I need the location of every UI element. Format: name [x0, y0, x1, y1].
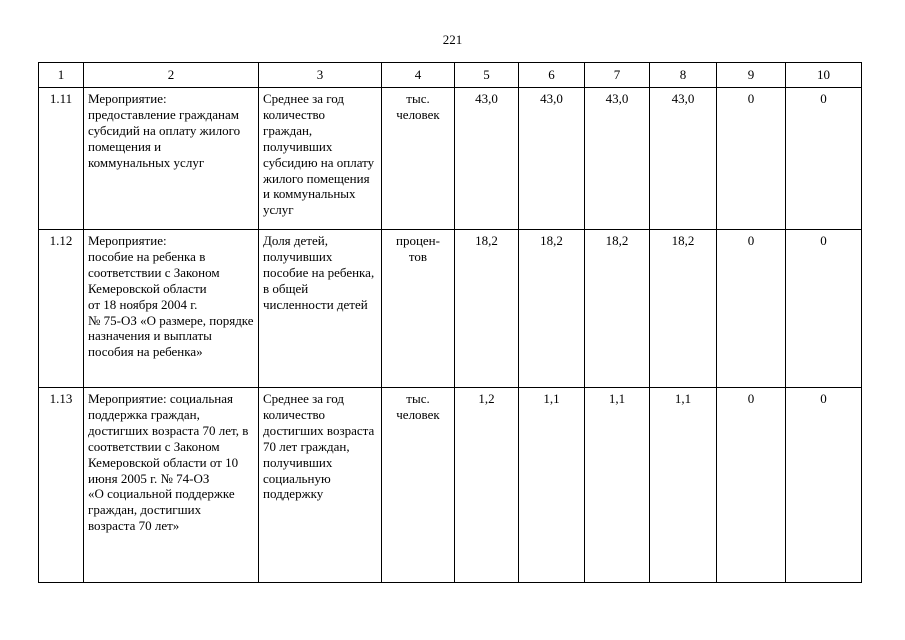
value-cell-6: 1,1: [519, 388, 585, 583]
value-cell-7: 43,0: [585, 88, 650, 230]
program-indicators-table: [38, 62, 862, 583]
header-cell-10: 10: [786, 63, 862, 88]
header-cell-2: 2: [84, 63, 259, 88]
indicator-cell: Среднее за год количество достигших возраста 70 лет граждан, получивших социальную поддержку: [259, 388, 382, 583]
value-cell-7: 1,1: [585, 388, 650, 583]
value-cell-10: 0: [786, 88, 862, 230]
header-cell-3: 3: [259, 63, 382, 88]
indicator-cell: Среднее за год количество граждан, получивших субсидию на оплату жилого помещения и коммунальных услуг: [259, 88, 382, 230]
value-cell-10: 0: [786, 388, 862, 583]
header-cell-7: 7: [585, 63, 650, 88]
activity-cell: Мероприятие: социальная поддержка граждан, достигших возраста 70 лет, в соответствии с Законом Кемеровской области от 10 июня 2005 г. № 74-ОЗ «О социальной поддержке граждан, достигших возраста 70 лет»: [84, 388, 259, 583]
value-cell-10: 0: [786, 230, 862, 388]
header-cell-8: 8: [650, 63, 717, 88]
value-cell-7: 18,2: [585, 230, 650, 388]
value-cell-8: 1,1: [650, 388, 717, 583]
value-cell-5: 18,2: [455, 230, 519, 388]
header-cell-9: 9: [717, 63, 786, 88]
table-row: [39, 388, 862, 583]
row-number: 1.13: [39, 388, 84, 583]
table-row: [39, 88, 862, 230]
unit-cell: тыс. человек: [382, 88, 455, 230]
value-cell-6: 43,0: [519, 88, 585, 230]
row-number: 1.12: [39, 230, 84, 388]
header-cell-4: 4: [382, 63, 455, 88]
value-cell-9: 0: [717, 388, 786, 583]
header-cell-6: 6: [519, 63, 585, 88]
activity-cell: Мероприятие: пособие на ребенка в соответствии с Законом Кемеровской области от 18 ноября 2004 г. № 75-ОЗ «О размере, порядке назначения и выплаты пособия на ребенка»: [84, 230, 259, 388]
unit-cell: тыс. человек: [382, 388, 455, 583]
table-row: [39, 230, 862, 388]
value-cell-9: 0: [717, 230, 786, 388]
value-cell-5: 1,2: [455, 388, 519, 583]
header-cell-5: 5: [455, 63, 519, 88]
value-cell-8: 43,0: [650, 88, 717, 230]
header-row: [39, 63, 862, 88]
unit-cell: процен- тов: [382, 230, 455, 388]
row-number: 1.11: [39, 88, 84, 230]
value-cell-6: 18,2: [519, 230, 585, 388]
value-cell-8: 18,2: [650, 230, 717, 388]
header-cell-1: 1: [39, 63, 84, 88]
value-cell-5: 43,0: [455, 88, 519, 230]
indicator-cell: Доля детей, получивших пособие на ребенка, в общей численности детей: [259, 230, 382, 388]
activity-cell: Мероприятие: предоставление гражданам субсидий на оплату жилого помещения и коммунальных услуг: [84, 88, 259, 230]
page-number: 221: [442, 32, 463, 47]
value-cell-9: 0: [717, 88, 786, 230]
